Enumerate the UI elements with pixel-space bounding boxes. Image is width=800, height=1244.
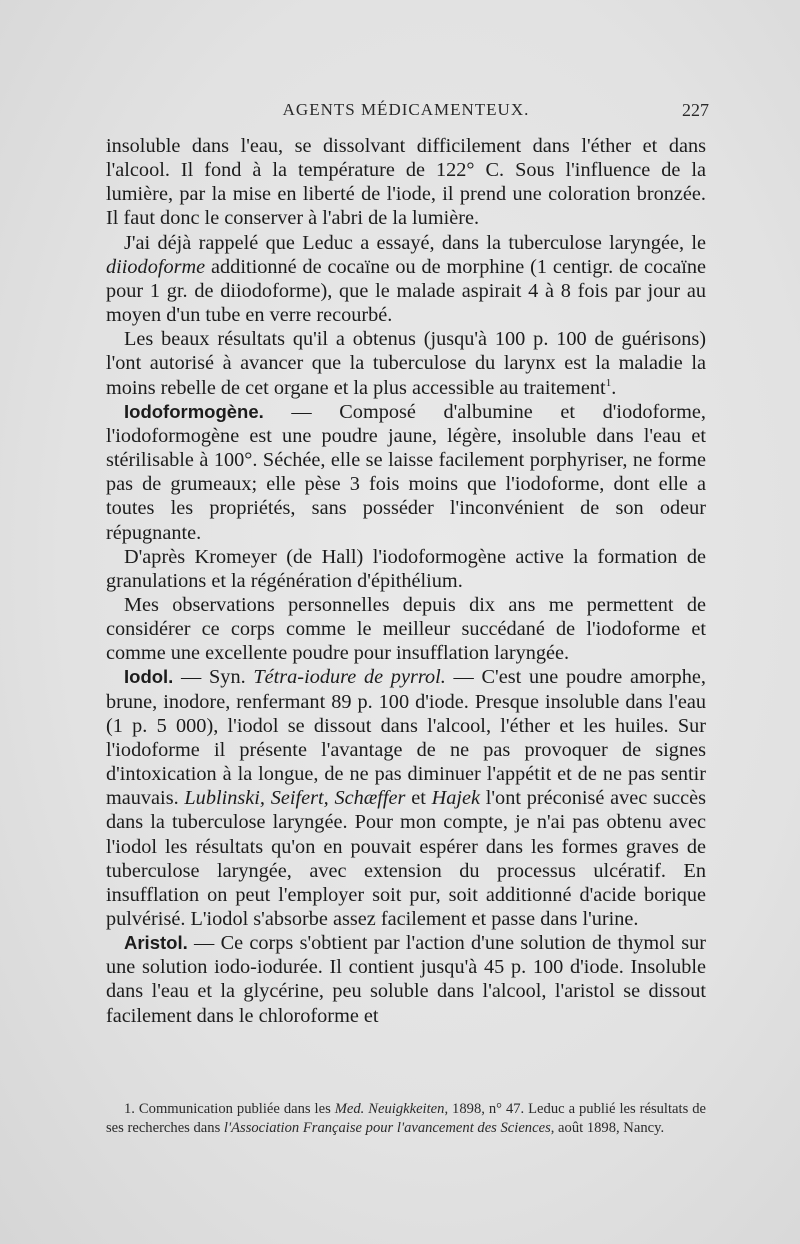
footnote-marker: 1	[605, 376, 612, 389]
running-head	[106, 100, 709, 126]
section-heading-aristol: Aristol.	[124, 932, 188, 954]
paragraph-diiodoforme: J'ai déjà rappelé que Leduc a essayé, dans la tuberculose laryngée, le diiodoforme additionné de cocaïne ou de morphine (1 centigr. de cocaïne pour 1 gr. de diiodoforme), que le malade aspirait 4 à 8 fois par jour au moyen d'un tube en verre recourbé.	[106, 231, 706, 327]
paragraph-aristol: Aristol. — Ce corps s'obtient par l'action d'une solution de thymol sur une solution iodo-iodurée. Il contient jusqu'à 45 p. 100 d'iode. Insoluble dans l'eau et la glycérine, peu soluble dans l'alcool, l'aristol se dissout facilement dans le chloroforme et	[106, 932, 706, 1027]
running-title: AGENTS MÉDICAMENTEUX.	[282, 100, 530, 119]
footnote-association: l'Association Française pour l'avancement des Sciences	[223, 1120, 551, 1136]
footnote-journal: Med. Neuigkkeiten	[334, 1101, 445, 1117]
italic-authors: Lublinski, Seifert, Schæffer	[184, 787, 406, 810]
italic-author-hajek: Hajek	[431, 787, 481, 810]
section-heading-iodoformogene: Iodoformogène.	[124, 400, 264, 422]
paragraph-kromeyer: D'après Kromeyer (de Hall) l'iodoformogène active la formation de granulations et la régénération d'épithélium.	[106, 545, 706, 592]
paragraph-results: Les beaux résultats qu'il a obtenus (jusqu'à 100 p. 100 de guérisons) l'ont autorisé à avancer que la tuberculose du larynx est la maladie la moins rebelle de cet organe et la plus accessible au traitement$^1$.	[106, 328, 706, 399]
paragraph-observations: Mes observations personnelles depuis dix ans me permettent de considérer ce corps comme le meilleur succédané de l'iodoforme et comme une excellente poudre pour insufflation laryngée.	[106, 593, 706, 665]
italic-term: diiodoforme	[106, 255, 206, 278]
paragraph-iodoformogene: Iodoformogène. — Composé d'albumine et d'iodoforme, l'iodoformogène est une poudre jaune, légère, insoluble dans l'eau et stérilisable à 100°. Séchée, elle se laisse facilement porphyriser, ne forme pas de grumeaux; elle pèse 3 fois moins que l'iodoforme, dont elle a toutes les propriétés, sans posséder l'inconvénient de son odeur répugnante.	[106, 400, 706, 544]
italic-synonym: Tétra-iodure de pyrrol.	[253, 666, 446, 689]
footnote: 1. Communication publiée dans les Med. Neuigkkeiten, 1898, n° 47. Leduc a publié les résultats de ses recherches dans l'Association Française pour l'avancement des Sciences, août 1898, Nancy.	[106, 1101, 706, 1136]
section-heading-iodol: Iodol.	[124, 666, 174, 688]
paragraph-continuation: insoluble dans l'eau, se dissolvant difficilement dans l'éther et dans l'alcool. Il fond à la température de 122° C. Sous l'influence de la lumière, par la mise en liberté de l'iode, il prend une coloration bronzée. Il faut donc le conserver à l'abri de la lumière.	[106, 135, 706, 230]
paragraph-iodol: Iodol. — Syn. Tétra-iodure de pyrrol. — C'est une poudre amorphe, brune, inodore, renfermant 89 p. 100 d'iode. Presque insoluble dans l'eau (1 p. 5 000), l'iodol se dissout dans l'alcool, l'éther et les huiles. Sur l'iodoforme il présente l'avantage de ne pas provoquer de signes d'intoxication à la longue, de ne pas diminuer l'appétit et de ne pas sentir mauvais. Lublinski, Seifert, Schæffer et Hajek l'ont préconisé avec succès dans la tuberculose laryngée. Pour mon compte, je n'ai pas obtenu avec l'iodol les résultats qu'on en pouvait espérer dans les formes graves de tuberculose laryngée, avec extension du processus ulcératif. En insufflation on peut l'employer soit pur, soit additionné d'acide borique pulvérisé. L'iodol s'absorbe assez facilement et passe dans l'urine.	[106, 666, 706, 930]
body-text	[106, 134, 706, 1028]
page-number: 227	[682, 100, 709, 120]
